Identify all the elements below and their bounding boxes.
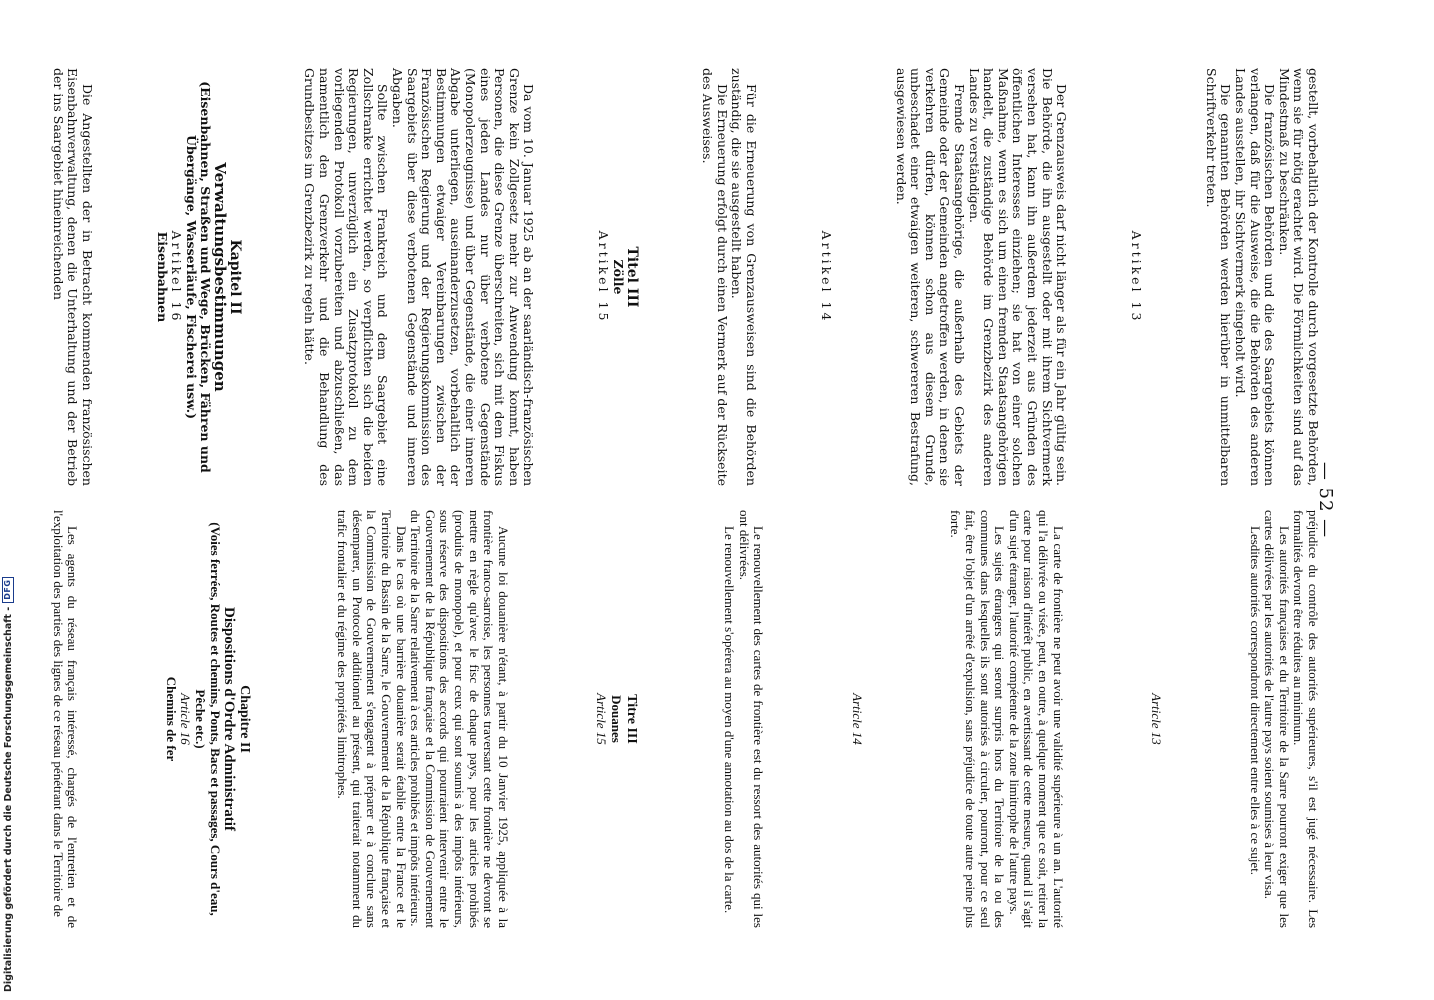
paragraph: Le renouvellement s'opérera au moyen d'une annotation au dos de la carte. [722,526,738,914]
title-heading: Titel III [624,246,641,308]
article-heading: Article 16 [178,693,194,745]
article-heading: Artikel 16 [169,230,185,324]
german-title-block [596,68,640,486]
french-intro [1247,510,1320,928]
german-chapter-block [154,68,242,486]
credit-text: Digitalisierung gefördert durch die Deutsche Forschungsgemeinschaft - [2,606,14,992]
article-heading: Article 13 [1149,693,1165,745]
french-title-block [594,510,638,928]
article-heading: Artikel 14 [818,230,834,324]
french-article-14 [722,510,766,928]
paragraph: Der Grenzausweis darf nicht länger als für ein Jahr gültig sein. Die Behörde, die ihn ausgestellt oder mit ihrem Sichtvermerk versehen hat, kann ihn außerdem jederzeit aus Gründen des öffentlichen Interesses einziehen; sie hat von einer solchen Maßnahme, wenn es sich um einen fremden Staatsangehörigen handelt, die zuständige Behörde im Grenzbezirk des anderen Landes zu verständigen. [966,68,1070,486]
german-article-14 [700,68,758,486]
paragraph: Für die Erneuerung von Grenzausweisen sind die Behörden zuständig, die sie ausgestellt haben. [729,68,759,486]
paragraph: Fremde Staatsangehörige, die außerhalb des Gebiets der Gemeinde oder der Gemeinden angetroffen werden, in denen sie verkehren dürfen, können schon aus diesem Grunde, unbeschadet einer etwaigen weiteren, schwereren Bestrafung, ausgewiesen werden. [893,68,968,486]
paragraph: Die französischen Behörden und die des Saargebiets können verlangen, daß für die Ausweise, die die Behörden des anderen Landes ausstellen, ihr Sichtvermerk eingeholt wird. [1233,68,1278,486]
paragraph: La carte de frontière ne peut avoir une validité supérieure à un an. L'autorité qui l'a délivrée ou visée, peut, en outre, à quelque moment que ce soit, retirer la carte pour raison d'intérêt public, en avertissant de cette mesure, quand il s'agit d'un sujet étranger, l'autorité compétente de la zone limitrophe de l'autre pays. [1006,510,1066,928]
chapter-title: Dispositions d'Ordre Administratif [221,607,238,831]
article-heading: Article 15 [594,693,610,745]
german-column [50,68,1320,486]
paragraph: Les sujets étrangers qui seront surpris hors du Territoire de la ou des communes dans lesquelles ils sont autorisés à circuler, pourront, pour ce seul fait, être l'objet d'un arrêté d'expulsion, sans préjudice de toute autre peine plus forte. [948,510,1008,928]
french-article-16 [50,510,79,928]
german-article-16 [50,68,94,486]
section-heading: Eisenbahnen [154,231,170,323]
title-heading: Titre III [623,694,639,744]
chapter-heading: Kapitel II [226,239,243,315]
chapter-subtitle: (Voies ferrées, Routes et chemins, Ponts, Bacs et passages, Cours d'eau, Pêche etc.) [192,522,223,916]
german-article-13 [893,68,1068,486]
paragraph: Die Erneuerung erfolgt durch einen Vermerk auf der Rückseite des Ausweises. [700,68,730,486]
german-intro [1203,68,1320,486]
page-number: — 52 — [1315,461,1336,539]
chapter-title: Verwaltungsbestimmungen [211,162,230,392]
article-heading: Article 14 [849,693,865,745]
paragraph: Die Angestellten der in Betracht kommenden französischen Eisenbahnverwaltung, denen die Unterhaltung und der Betrieb der ins Saargebiet hineinreichenden [50,68,95,486]
paragraph: Les agents du réseau français intéressé, chargés de l'entretien et de l'exploitation des parties des lignes de ce réseau pénétrant dans le Territoire de [50,510,81,928]
french-column [50,510,1320,928]
section-heading: Chemins de fer [163,676,179,762]
paragraph: Lesdites autorités correspondront directement entre elles à ce sujet. [1247,526,1263,876]
chapter-heading: Chapitre II [236,685,252,753]
article-heading: Artikel 15 [596,230,612,324]
digitization-credit [0,0,16,1000]
paragraph: Die genannten Behörden werden hierüber in unmittelbaren Schriftverkehr treten. [1203,68,1234,486]
paragraph: Les autorités françaises et du Territoire de la Sarre pourront exiger que les cartes délivrées par les autorités de l'autre pays soient soumises à leur visa. [1262,510,1292,928]
chapter-subtitle: (Eisenbahnen, Straßen und Wege, Brücken, Fähren und Übergänge, Wasserläufe, Fischerei usw.) [183,81,214,473]
paragraph: Le renouvellement des cartes de frontière est du ressort des autorités qui les ont délivrées. [736,510,767,928]
document-page [40,0,1340,1000]
title-subject: Zölle [610,259,626,295]
french-article-13 [948,510,1065,928]
paragraph: gestellt, vorbehaltlich der Kontrolle durch vorgesetzte Behörden, wenn sie für nötig erachtet wird. Die Förmlichkeiten sind auf das Mindestmaß zu beschränken. [1276,68,1321,486]
paragraph: Sollte zwischen Frankreich und dem Saargebiet eine Zollschranke errichtet werden, so verpflichten sich die beiden Regierungen, unverzüglich ein Zusatzprotokoll zu dem vorliegenden Protokoll vorzubereiten und abzuschließen, das namentlich den Grenzverkehr und die Behandlung des Grundbesitzes im Grenzbezirk zu regeln hätte. [302,68,391,486]
title-subject: Douanes [608,695,624,743]
french-article-15 [335,510,510,928]
french-chapter-block [163,510,251,928]
paragraph: Aucune loi douanière n'étant, à partir du 10 Janvier 1925, appliquée à la frontière franco-sarroise, les personnes traversant cette frontière ne devront se mettre en règle qu'avec le fisc de chaque pays, pour les articles prohibés (produits de monopole), et pour ceux qui sont soumis à des impôts intérieurs, sous réserve des dispositions des accords qui pourraient intervenir entre le Gouvernement de la République française et la Commission de Gouvernement du Territoire de la Sarre relativement à ces articles prohibés et impôts intérieurs. [408,510,511,928]
paragraph: Dans le cas où une barrière douanière serait établie entre la France et le Territoire du Bassin de la Sarre, le Gouvernement de la République française et la Commission de Gouvernement s'engagent à préparer et à conclure sans désemparer, un Protocole additionnel au présent, qui traiterait notamment du trafic frontalier et du régime des propriétés limitrophes. [335,510,409,928]
paragraph: préjudice du contrôle des autorités supérieures, s'il est jugé nécessaire. Les formalités devront être réduites au minimum. [1291,510,1321,928]
two-column-text [50,68,1320,928]
paragraph: Da vom 10. Januar 1925 ab an der saarländisch-französischen Grenze kein Zollgesetz mehr zur Anwendung kommt, haben Personen, die diese Grenze überschreiten, sich mit dem Fiskus eines jeden Landes nur über verbotene Gegenstände (Monopolerzeugnisse) und über Gegenstände, die einer inneren Abgabe unterliegen, auseinanderzusetzen, vorbehaltlich der Bestimmungen etwaiger Vereinbarungen zwischen der Französischen Regierung und der Regierungskommission des Saargebiets über diese verbotenen Gegenstände und inneren Abgaben. [390,68,537,486]
german-article-15 [302,68,536,486]
dfg-logo: DFG [2,577,14,603]
article-heading: Artikel 13 [1129,230,1145,324]
